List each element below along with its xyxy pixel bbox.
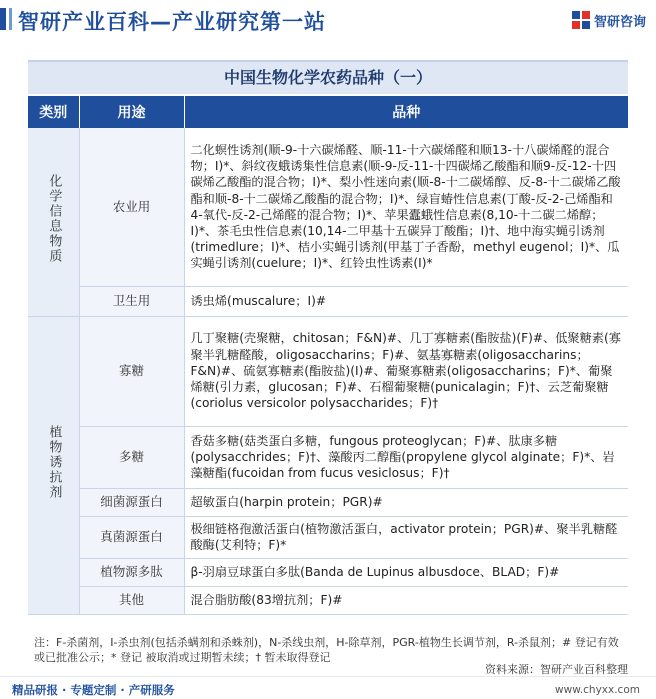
variety-cell: 超敏蛋白(harpin protein；PGR)#	[184, 488, 628, 516]
brand-logo-icon	[572, 11, 590, 29]
brand-logo[interactable]	[572, 10, 646, 30]
variety-cell: β-羽扇豆球蛋白多肽(Banda de Lupinus albusdoce、BLAD；F)#	[184, 558, 628, 586]
table-title: 中国生物化学农药品种（一）	[28, 60, 628, 94]
table-row	[28, 426, 628, 488]
variety-cell: 诱虫烯(muscalure；I)#	[184, 286, 628, 316]
header-title: 智研产业百科—产业研究第一站	[18, 10, 326, 34]
column-header-use: 用途	[79, 96, 184, 128]
column-header-variety: 品种	[184, 96, 628, 128]
header-accent-bar-light	[9, 8, 12, 30]
use-cell: 植物源多肽	[79, 558, 184, 586]
use-cell: 寡糖	[79, 316, 184, 426]
category-cell	[28, 128, 79, 316]
table-row	[28, 286, 628, 316]
variety-cell: 二化螟性诱剂(顺-9-十六碳烯醛、顺-11-十六碳烯醛和顺13-十八碳烯醛的混合物；I)*、斜纹夜蛾诱集性信息素(顺-9-反-11-十四碳烯乙酸酯和顺9-反-12-十四碳烯乙酸酯的混合物；I)*、梨小性迷向素(顺-8-十二碳烯醇、反-8-十二碳烯乙酸酯和顺-8-十二碳烯乙酸酯的混合物；I)*、绿盲蝽性信息素(丁酸-反-2-己烯酯和4-氧代-反-2-己烯醛的混合物；I)*、苹果蠹蛾性信息素(8,10-十二碳二烯醇；I)*、茶毛虫性信息素(10,14-二甲基十五碳异丁酸酯；I)†、地中海实蝇引诱剂(trimedlure；I)*、桔小实蝇引诱剂(甲基丁子香酚，methyl eugenol；I)*、瓜实蝇引诱剂(cuelure；I)*、红铃虫性诱素(I)*	[184, 128, 628, 286]
use-cell: 其他	[79, 586, 184, 614]
use-cell: 真菌源蛋白	[79, 516, 184, 558]
use-cell: 卫生用	[79, 286, 184, 316]
use-cell: 细菌源蛋白	[79, 488, 184, 516]
use-cell: 农业用	[79, 128, 184, 286]
table-row	[28, 558, 628, 586]
header-accent-bar	[0, 8, 6, 30]
column-header-category: 类别	[28, 96, 79, 128]
brand-logo-text: 智研咨询	[593, 14, 646, 30]
category-label: 植物诱抗剂	[46, 424, 62, 500]
category-label: 化学信息物质	[46, 174, 62, 265]
footer-website-link[interactable]: www.chyxx.com	[555, 684, 640, 696]
table-row	[28, 586, 628, 614]
variety-cell: 极细链格孢激活蛋白(植物激活蛋白，activator protein；PGR)#、聚半乳糖醛酸酶(艾利特；F)*	[184, 516, 628, 558]
data-source: 资料来源：智研产业百科整理	[485, 663, 628, 676]
table-row	[28, 516, 628, 558]
table-panel	[28, 60, 628, 628]
footer-services: 精品研报 · 专题定制 · 产研服务	[12, 683, 175, 697]
page-footer	[0, 676, 656, 699]
table-footnote: 注：F-杀菌剂，I-杀虫剂(包括杀螨剂和杀蛛剂)，N-杀线虫剂，H-除草剂，PGR-植物生长调节剂，R-杀鼠剂；# 登记有效或已批准公示；* 登记 被取消或过期暂未续；† 暂未取得登记	[34, 636, 619, 664]
table-row	[28, 316, 628, 426]
table-row	[28, 128, 628, 286]
table-header-row	[28, 96, 628, 128]
variety-cell: 几丁聚糖(壳聚糖，chitosan；F&N)#、几丁寡糖素(酯胺盐)(F)#、低聚糖素(寡聚半乳糖醛酸，oligosaccharins；F)#、氨基寡糖素(oligosaccharins；F&N)#、硫氨寡糖素(酯胺盐)(I)#、葡聚寡糖素(oligosaccharins；F)*、葡聚烯糖(引力素，glucosan；F)#、石榴葡聚糖(punicalagin；F)†、云芝葡聚糖(coriolus versicolor polysaccharides；F)†	[184, 316, 628, 426]
page-header	[0, 0, 656, 38]
variety-cell: 香菇多糖(菇类蛋白多糖，fungous proteoglycan；F)#、肽康多糖(polysacchrides；F)†、藻酸丙二醇酯(propylene glycol alginate；F)*、岩藻糖酯(fucoidan from fucus vesiclosus；F)†	[184, 426, 628, 488]
category-cell	[28, 316, 79, 614]
table-row	[28, 488, 628, 516]
use-cell: 多糖	[79, 426, 184, 488]
variety-cell: 混合脂肪酸(83增抗剂；F)#	[184, 586, 628, 614]
variety-table	[28, 96, 628, 615]
